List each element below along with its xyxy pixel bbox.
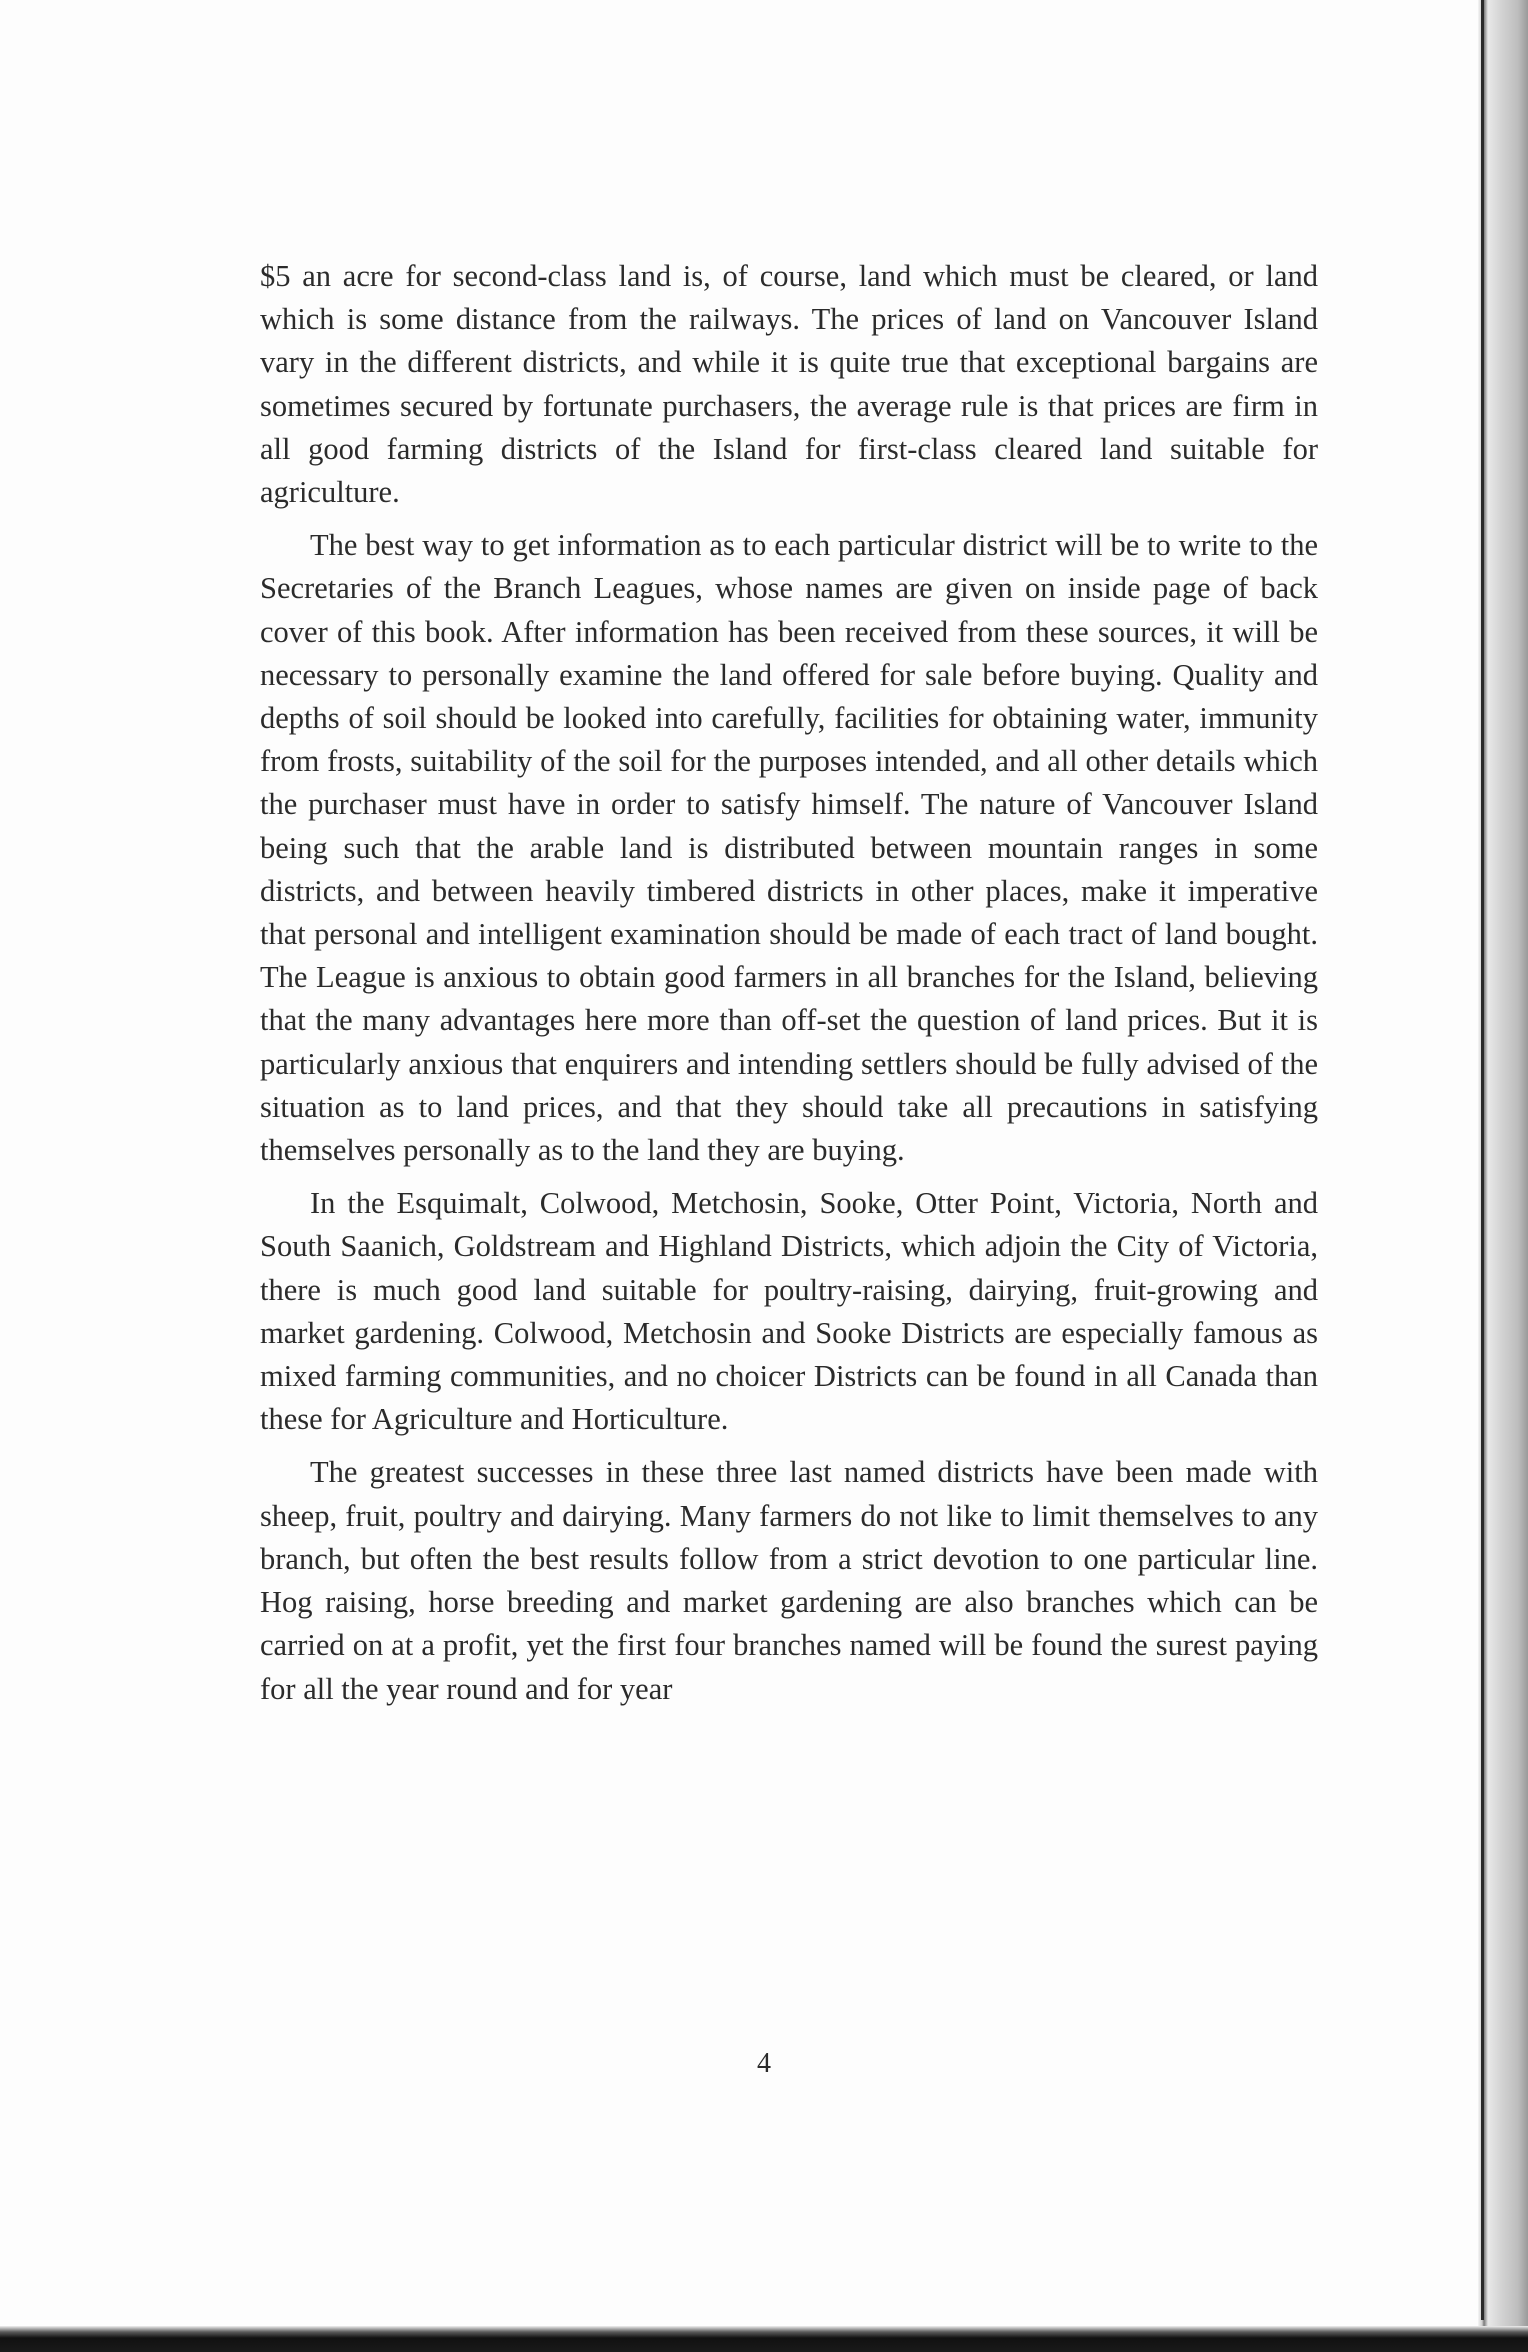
paragraph-information: The best way to get information as to each particular district will be to write to the Secretaries of the Branch Leagues, whose names are given on inside page of back cover of this book. After information has been received from these sources, it will be necessary to personally examine the land offered for sale before buying. Quality and depths of soil should be looked into carefully, facilities for obtaining water, immunity from frosts, suitability of the soil for the purposes intended, and all other details which the purchaser must have in order to satisfy himself. The nature of Vancouver Island being such that the arable land is distributed between mountain ranges in some districts, and between heavily timbered districts in other places, make it imperative that personal and intelligent examination should be made of each tract of land bought. The League is anxious to obtain good farmers in all branches for the Island, believing that the many advantages here more than off-set the question of land prices. But it is particularly anxious that enquirers and intending settlers should be fully advised of the situation as to land prices, and that they should take all precautions in satisfying themselves personally as to the land they are buying. bbox=[260, 528, 1318, 1168]
body-text bbox=[260, 255, 1318, 1721]
scan-page-edge-right bbox=[1478, 0, 1528, 2352]
paragraph-land-prices: $5 an acre for second-class land is, of course, land which must be cleared, or land which is some distance from the railways. The prices of land on Vancouver Island vary in the different districts, and while it is quite true that exceptional bargains are sometimes secured by fortunate purchasers, the average rule is that prices are firm in all good farming districts of the Island for first-class cleared land suitable for agriculture. bbox=[260, 259, 1318, 510]
paragraph-successes: The greatest successes in these three last named districts have been made with sheep, fruit, poultry and dairying. Many farmers do not like to limit themselves to any branch, but often the best results follow from a strict devotion to one particular line. Hog raising, horse breeding and market gardening are also branches which can be carried on at a profit, yet the first four branches named will be found the surest paying for all the year round and for year bbox=[260, 1455, 1318, 1706]
paragraph-districts: In the Esquimalt, Colwood, Metchosin, Sooke, Otter Point, Victoria, North and South Saanich, Goldstream and Highland Districts, which adjoin the City of Victoria, there is much good land suitable for poultry-raising, dairying, fruit-growing and market gardening. Colwood, Metchosin and Sooke Districts are especially famous as mixed farming communities, and no choicer Districts can be found in all Canada than these for Agriculture and Horticulture. bbox=[260, 1186, 1318, 1437]
page-number: 4 bbox=[757, 2048, 771, 2079]
scan-page-edge-bottom bbox=[0, 2326, 1528, 2352]
scan-spine-line bbox=[1481, 0, 1484, 2320]
